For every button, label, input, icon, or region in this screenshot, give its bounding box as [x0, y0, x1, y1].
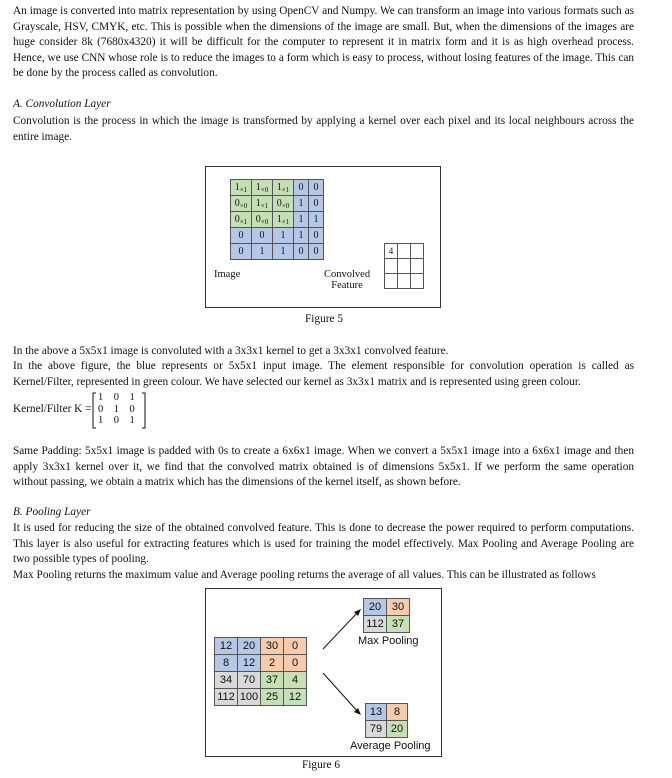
- pooling-input-cell: 0: [284, 655, 307, 672]
- para-after-fig5-2: In the above figure, the blue represents or 5x5x1 input image. The element responsible for convolution operation is called as Kernel/Filter, represented in green colour. We have selected our kernel as 3x3x1 matrix and is represented using green colour.: [13, 360, 634, 388]
- max-pooling-label: Max Pooling: [358, 635, 419, 647]
- image-matrix: [230, 179, 324, 260]
- image-matrix-cell: 0: [309, 244, 324, 260]
- max-pooling-matrix: [363, 598, 410, 633]
- pooling-input-cell: 0: [284, 638, 307, 655]
- pooling-input-cell: 12: [238, 655, 261, 672]
- image-matrix-row: [231, 196, 324, 212]
- image-matrix-cell: $1_{\times 1}$: [252, 196, 273, 212]
- pooling-input-cell: 34: [215, 672, 238, 689]
- image-matrix-cell: 1: [294, 196, 309, 212]
- convolved-label: Convolved Feature: [324, 269, 371, 291]
- pooling-input-cell: 8: [215, 655, 238, 672]
- image-matrix-cell: 0: [309, 180, 324, 196]
- kernel-weight: ×1: [281, 217, 290, 226]
- kernel-matrix-row: 1 0 1: [98, 415, 135, 426]
- average-pooling-row: [366, 721, 408, 738]
- image-matrix-cell: $1_{\times 0}$: [252, 180, 273, 196]
- average-pooling-cell: 8: [387, 704, 408, 721]
- image-matrix-cell: 0: [252, 228, 273, 244]
- section-b-paragraph-2: Max Pooling returns the maximum value and Average pooling returns the average of all values. This can be illustrated as follows: [13, 569, 596, 581]
- average-pooling-cell: 13: [366, 704, 387, 721]
- image-matrix-cell: 1: [294, 212, 309, 228]
- kernel-matrix-row: 0 1 0: [98, 403, 135, 415]
- average-pooling-label: Average Pooling: [350, 740, 431, 752]
- figure-6: [205, 588, 442, 757]
- pooling-input-cell: 25: [261, 689, 284, 706]
- pooling-input-matrix: [214, 637, 307, 706]
- section-b-paragraph-1: It is used for reducing the size of the obtained convolved feature. This is done to decrease the power required to perform computations. This layer is also useful for extracting features which is used for training the model effectively. Max Pooling and Average Pooling are two possible types of pooling.: [13, 522, 634, 566]
- image-matrix-cell: 0: [309, 196, 324, 212]
- pooling-input-cell: 70: [238, 672, 261, 689]
- pooling-input-cell: 37: [261, 672, 284, 689]
- max-pooling-cell: 20: [364, 599, 387, 616]
- image-matrix-row: [231, 212, 324, 228]
- image-matrix-cell: 1: [294, 228, 309, 244]
- section-a-paragraph: Convolution is the process in which the image is transformed by applying a kernel over each pixel and its local neighbours across the entire image.: [13, 115, 634, 143]
- image-matrix-cell: 1: [309, 212, 324, 228]
- pooling-input-cell: 112: [215, 689, 238, 706]
- kernel-weight: ×1: [239, 185, 248, 194]
- pooling-input-cell: 4: [284, 672, 307, 689]
- kernel-weight: ×1: [281, 185, 290, 194]
- pooling-input-cell: 100: [238, 689, 261, 706]
- figure-5: [205, 166, 441, 308]
- image-matrix-row: [231, 228, 324, 244]
- average-pooling-row: [366, 704, 408, 721]
- kernel-weight: ×1: [260, 201, 269, 210]
- figure-6-caption: Figure 6: [302, 759, 340, 771]
- pooling-input-cell: 2: [261, 655, 284, 672]
- image-matrix-cell: 0: [294, 180, 309, 196]
- image-matrix-cell: $1_{\times 1}$: [273, 212, 294, 228]
- pooling-input-row: [215, 689, 307, 706]
- image-matrix-cell: 1: [273, 244, 294, 260]
- para-after-fig5-1: In the above a 5x5x1 image is convoluted with a 3x3x1 kernel to get a 3x3x1 convolved feature.: [13, 345, 449, 357]
- image-matrix-cell: $0_{\times 0}$: [273, 196, 294, 212]
- image-matrix-cell: 0: [231, 244, 252, 260]
- kernel-weight: ×0: [281, 201, 290, 210]
- kernel-weight: ×0: [239, 201, 248, 210]
- image-matrix-cell: 1: [273, 228, 294, 244]
- image-matrix-cell: $0_{\times 0}$: [231, 196, 252, 212]
- max-pooling-cell: 37: [387, 616, 410, 633]
- kernel-weight: ×0: [260, 185, 269, 194]
- image-matrix-cell: 0: [309, 228, 324, 244]
- pooling-input-row: [215, 672, 307, 689]
- intro-paragraph: An image is converted into matrix representation by using OpenCV and Numpy. We can transform an image into various formats such as Grayscale, HSV, CMYK, etc. This is possible when the dimensions of the image are small. But, when the dimensions of the images are huge consider 8k (7680x4320) it will be difficult for the computer to represent it in matrix form and it is as high overhead process. Hence, we use CNN whose role is to reduce the images to a form which is easy to process, without losing features of the image. This can be done by the process called as convolution.: [13, 5, 634, 80]
- max-pooling-cell: 30: [387, 599, 410, 616]
- image-matrix-cell: 0: [294, 244, 309, 260]
- image-label: Image: [214, 269, 241, 280]
- average-pooling-matrix: [365, 703, 408, 738]
- section-a-heading: A. Convolution Layer: [13, 98, 111, 110]
- pooling-input-row: [215, 638, 307, 655]
- image-matrix-cell: $1_{\times 1}$: [231, 180, 252, 196]
- pooling-input-cell: 30: [261, 638, 284, 655]
- image-matrix-row: [231, 244, 324, 260]
- kernel-weight: ×1: [239, 217, 248, 226]
- kernel-weight: ×0: [260, 217, 269, 226]
- figure-5-caption: Figure 5: [305, 313, 343, 325]
- kernel-label: Kernel/Filter K =: [13, 403, 92, 415]
- image-matrix-cell: $0_{\times 0}$: [252, 212, 273, 228]
- average-pooling-cell: 79: [366, 721, 387, 738]
- average-pooling-cell: 20: [387, 721, 408, 738]
- section-b-heading: B. Pooling Layer: [13, 506, 91, 518]
- max-pooling-row: [364, 616, 410, 633]
- same-padding-paragraph: Same Padding: 5x5x1 image is padded with 0s to create a 6x6x1 image. When we convert a 5x5x1 image into a 6x6x1 image and then apply 3x3x1 kernel over it, we find that the convolved matrix obtained is of dimensions 5x5x1. If we perform the same operation without passing, we obtain a matrix which has the dimensions of the kernel itself, as shown before.: [13, 445, 634, 489]
- image-matrix-cell: 0: [231, 228, 252, 244]
- image-matrix-row: [231, 180, 324, 196]
- max-pooling-cell: 112: [364, 616, 387, 633]
- image-matrix-cell: $1_{\times 1}$: [273, 180, 294, 196]
- convolved-matrix: [384, 243, 424, 289]
- max-pooling-row: [364, 599, 410, 616]
- pooling-input-cell: 12: [284, 689, 307, 706]
- pooling-input-cell: 12: [215, 638, 238, 655]
- pooling-input-cell: 20: [238, 638, 261, 655]
- pooling-input-row: [215, 655, 307, 672]
- kernel-matrix-row: 1 0 1: [98, 392, 135, 403]
- image-matrix-cell: $0_{\times 1}$: [231, 212, 252, 228]
- image-matrix-cell: 1: [252, 244, 273, 260]
- convolved-cell: 4: [385, 244, 398, 259]
